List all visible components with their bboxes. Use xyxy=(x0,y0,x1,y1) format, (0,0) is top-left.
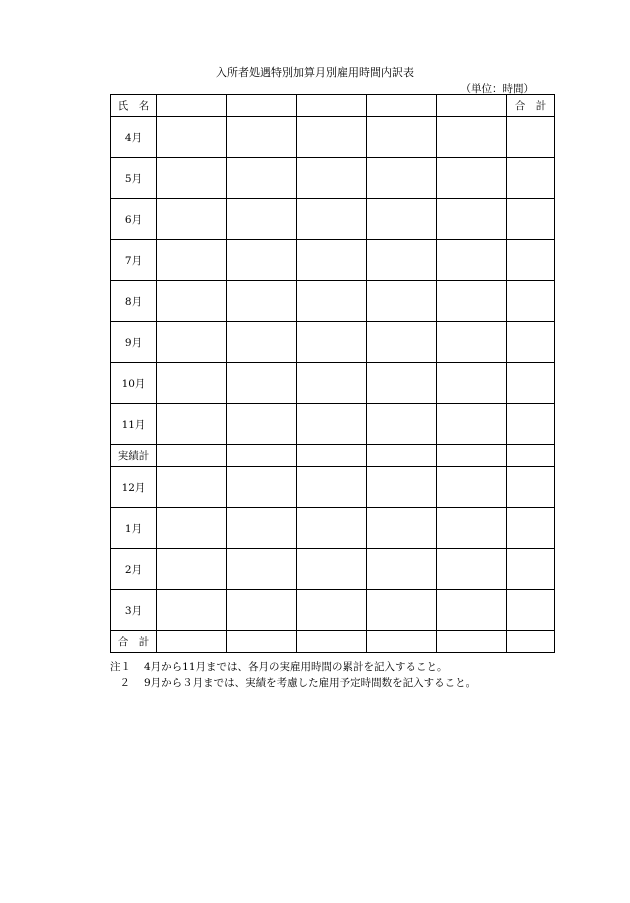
hours-cell[interactable] xyxy=(227,199,297,240)
hours-cell[interactable] xyxy=(367,240,437,281)
hours-cell[interactable] xyxy=(367,158,437,199)
row-total-cell[interactable] xyxy=(507,363,555,404)
hours-cell[interactable] xyxy=(297,631,367,653)
name-header: 氏 名 xyxy=(117,100,150,112)
subtotal-row-label-cell xyxy=(111,445,157,467)
name-cell[interactable] xyxy=(367,95,437,117)
month-row-label-cell xyxy=(111,117,157,158)
hours-cell[interactable] xyxy=(157,508,227,549)
month-row-label-cell xyxy=(111,590,157,631)
note-2-number: ２ xyxy=(119,677,130,689)
month-row-label: 3月 xyxy=(124,604,143,617)
hours-cell[interactable] xyxy=(227,363,297,404)
subtotal-row xyxy=(111,445,555,467)
hours-cell[interactable] xyxy=(297,508,367,549)
row-total-cell[interactable] xyxy=(507,467,555,508)
month-row xyxy=(111,508,555,549)
hours-cell[interactable] xyxy=(297,281,367,322)
header-row xyxy=(111,95,555,117)
month-row xyxy=(111,549,555,590)
month-row-label: 2月 xyxy=(124,563,143,576)
hours-cell[interactable] xyxy=(227,404,297,445)
hours-cell[interactable] xyxy=(437,445,507,467)
month-row-label: 12月 xyxy=(121,481,146,494)
hours-cell[interactable] xyxy=(227,240,297,281)
month-row xyxy=(111,240,555,281)
month-row-label-cell xyxy=(111,199,157,240)
hours-cell[interactable] xyxy=(157,363,227,404)
note-2 xyxy=(110,675,476,691)
hours-cell[interactable] xyxy=(437,404,507,445)
month-row-label: 9月 xyxy=(124,336,143,349)
month-row-label: 1月 xyxy=(124,522,143,535)
hours-cell[interactable] xyxy=(367,117,437,158)
hours-cell[interactable] xyxy=(437,158,507,199)
hours-cell[interactable] xyxy=(157,281,227,322)
hours-cell[interactable] xyxy=(437,281,507,322)
employment-hours-table xyxy=(110,94,555,653)
hours-cell[interactable] xyxy=(437,199,507,240)
row-total-cell[interactable] xyxy=(507,508,555,549)
name-cell[interactable] xyxy=(297,95,367,117)
hours-cell[interactable] xyxy=(367,508,437,549)
hours-cell[interactable] xyxy=(227,549,297,590)
row-total-cell[interactable] xyxy=(507,322,555,363)
hours-cell[interactable] xyxy=(297,322,367,363)
row-total-cell[interactable] xyxy=(507,631,555,653)
hours-cell[interactable] xyxy=(437,240,507,281)
hours-cell[interactable] xyxy=(157,549,227,590)
month-row xyxy=(111,158,555,199)
month-row xyxy=(111,363,555,404)
month-row-label-cell xyxy=(111,240,157,281)
hours-cell[interactable] xyxy=(157,590,227,631)
document-title: 入所者処遇特別加算月別雇用時間内訳表 xyxy=(216,66,414,79)
total-header: 合 計 xyxy=(514,100,547,112)
month-row xyxy=(111,467,555,508)
hours-cell[interactable] xyxy=(367,549,437,590)
hours-cell[interactable] xyxy=(367,322,437,363)
month-row xyxy=(111,117,555,158)
month-row-label-cell xyxy=(111,508,157,549)
row-total-cell[interactable] xyxy=(507,281,555,322)
hours-cell[interactable] xyxy=(157,631,227,653)
month-row-label-cell xyxy=(111,549,157,590)
unit-label: （単位：時間） xyxy=(460,83,534,95)
hours-cell[interactable] xyxy=(157,467,227,508)
name-cell[interactable] xyxy=(157,95,227,117)
footer-total-row-label-cell xyxy=(111,631,157,653)
hours-cell[interactable] xyxy=(437,363,507,404)
month-row xyxy=(111,404,555,445)
hours-cell[interactable] xyxy=(297,199,367,240)
month-row-label-cell xyxy=(111,467,157,508)
month-row-label: 11月 xyxy=(121,418,146,431)
hours-cell[interactable] xyxy=(367,467,437,508)
row-total-cell[interactable] xyxy=(507,590,555,631)
hours-cell[interactable] xyxy=(297,240,367,281)
hours-cell[interactable] xyxy=(157,322,227,363)
hours-cell[interactable] xyxy=(367,363,437,404)
hours-cell[interactable] xyxy=(437,322,507,363)
hours-cell[interactable] xyxy=(297,117,367,158)
note-1 xyxy=(110,659,476,675)
row-total-cell[interactable] xyxy=(507,117,555,158)
hours-cell[interactable] xyxy=(367,199,437,240)
notes xyxy=(110,659,476,691)
name-cell[interactable] xyxy=(227,95,297,117)
month-row-label-cell xyxy=(111,158,157,199)
hours-cell[interactable] xyxy=(157,117,227,158)
month-row-label-cell xyxy=(111,404,157,445)
note-1-number: 注１ xyxy=(110,661,131,673)
month-row-label: 5月 xyxy=(124,172,143,185)
month-row-label-cell xyxy=(111,363,157,404)
hours-cell[interactable] xyxy=(437,549,507,590)
subtotal-row-label: 実績計 xyxy=(117,450,150,462)
month-row-label: 4月 xyxy=(124,131,143,144)
hours-cell[interactable] xyxy=(437,117,507,158)
month-row xyxy=(111,322,555,363)
hours-cell[interactable] xyxy=(227,631,297,653)
row-total-cell[interactable] xyxy=(507,240,555,281)
month-row-label: 7月 xyxy=(124,254,143,267)
hours-cell[interactable] xyxy=(437,631,507,653)
month-row xyxy=(111,199,555,240)
month-row xyxy=(111,590,555,631)
month-row-label: 6月 xyxy=(124,213,143,226)
footer-total-row-label: 合 計 xyxy=(117,636,150,648)
month-row xyxy=(111,281,555,322)
hours-cell[interactable] xyxy=(367,281,437,322)
month-row-label: 8月 xyxy=(124,295,143,308)
month-row-label-cell xyxy=(111,322,157,363)
row-total-cell[interactable] xyxy=(507,404,555,445)
hours-cell[interactable] xyxy=(297,404,367,445)
hours-cell[interactable] xyxy=(367,404,437,445)
hours-cell[interactable] xyxy=(437,467,507,508)
month-row-label-cell xyxy=(111,281,157,322)
hours-cell[interactable] xyxy=(227,467,297,508)
note-1-text: 4月から11月までは、各月の実雇用時間の累計を記入すること。 xyxy=(144,661,448,673)
row-total-cell[interactable] xyxy=(507,445,555,467)
hours-cell[interactable] xyxy=(227,281,297,322)
hours-cell[interactable] xyxy=(367,631,437,653)
hours-cell[interactable] xyxy=(297,363,367,404)
name-header-cell xyxy=(111,95,157,117)
note-2-text: 9月から３月までは、実績を考慮した雇用予定時間数を記入すること。 xyxy=(144,677,477,689)
footer-total-row xyxy=(111,631,555,653)
name-cell[interactable] xyxy=(437,95,507,117)
row-total-cell[interactable] xyxy=(507,199,555,240)
total-header-cell xyxy=(507,95,555,117)
hours-cell[interactable] xyxy=(157,404,227,445)
hours-cell[interactable] xyxy=(227,117,297,158)
hours-cell[interactable] xyxy=(297,549,367,590)
row-total-cell[interactable] xyxy=(507,549,555,590)
hours-cell[interactable] xyxy=(157,158,227,199)
hours-cell[interactable] xyxy=(227,158,297,199)
hours-cell[interactable] xyxy=(297,590,367,631)
hours-cell[interactable] xyxy=(227,322,297,363)
row-total-cell[interactable] xyxy=(507,158,555,199)
hours-cell[interactable] xyxy=(367,590,437,631)
hours-cell[interactable] xyxy=(297,158,367,199)
month-row-label: 10月 xyxy=(121,377,146,390)
hours-cell[interactable] xyxy=(227,445,297,467)
hours-cell[interactable] xyxy=(157,199,227,240)
hours-cell[interactable] xyxy=(367,445,437,467)
hours-cell[interactable] xyxy=(437,508,507,549)
hours-cell[interactable] xyxy=(157,445,227,467)
hours-cell[interactable] xyxy=(297,445,367,467)
hours-cell[interactable] xyxy=(297,467,367,508)
hours-cell[interactable] xyxy=(227,508,297,549)
hours-cell[interactable] xyxy=(437,590,507,631)
hours-cell[interactable] xyxy=(227,590,297,631)
hours-cell[interactable] xyxy=(157,240,227,281)
